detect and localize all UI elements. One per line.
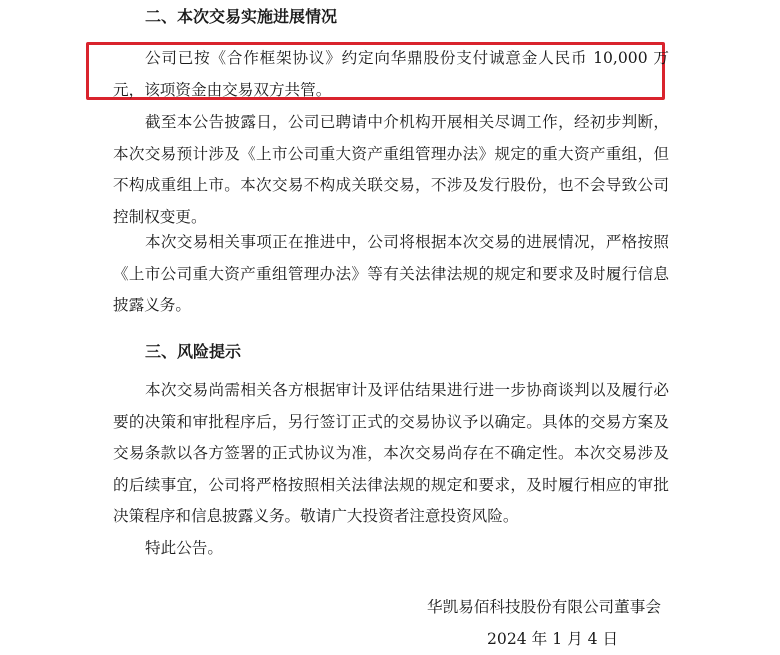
signature-company: 华凯易佰科技股份有限公司董事会 bbox=[427, 598, 661, 616]
section-heading-progress: 二、本次交易实施进展情况 bbox=[145, 7, 338, 26]
paragraph-payment: 公司已按《合作框架协议》约定向华鼎股份支付诚意金人民币 10,000 万元，该项资金由交易双方共管。 bbox=[113, 49, 669, 99]
paragraph-due-diligence: 截至本公告披露日，公司已聘请中介机构开展相关尽调工作，经初步判断，本次交易预计涉及《上市公司重大资产重组管理办法》规定的重大资产重组，但不构成重组上市。本次交易不构成关联交易，不涉及发行股份，也不会导致公司控制权变更。 bbox=[113, 113, 669, 226]
paragraph-disclosure: 本次交易相关事项正在推进中，公司将根据本次交易的进展情况，严格按照《上市公司重大资产重组管理办法》等有关法律法规的规定和要求及时履行信息披露义务。 bbox=[113, 233, 669, 315]
section-heading-risk: 三、风险提示 bbox=[145, 342, 242, 361]
paragraph-risk: 本次交易尚需相关各方根据审计及评估结果进行进一步协商谈判以及履行必要的决策和审批程序后，另行签订正式的交易协议予以确定。具体的交易方案及交易条款以各方签署的正式协议为准，本次交易尚存在不确定性。本次交易涉及的后续事宜，公司将严格按照相关法律法规的规定和要求，及时履行相应的审批决策程序和信息披露义务。敬请广大投资者注意投资风险。 bbox=[113, 381, 669, 526]
paragraph-closing: 特此公告。 bbox=[145, 539, 223, 557]
signature-date: 2024 年 1 月 4 日 bbox=[487, 630, 619, 648]
